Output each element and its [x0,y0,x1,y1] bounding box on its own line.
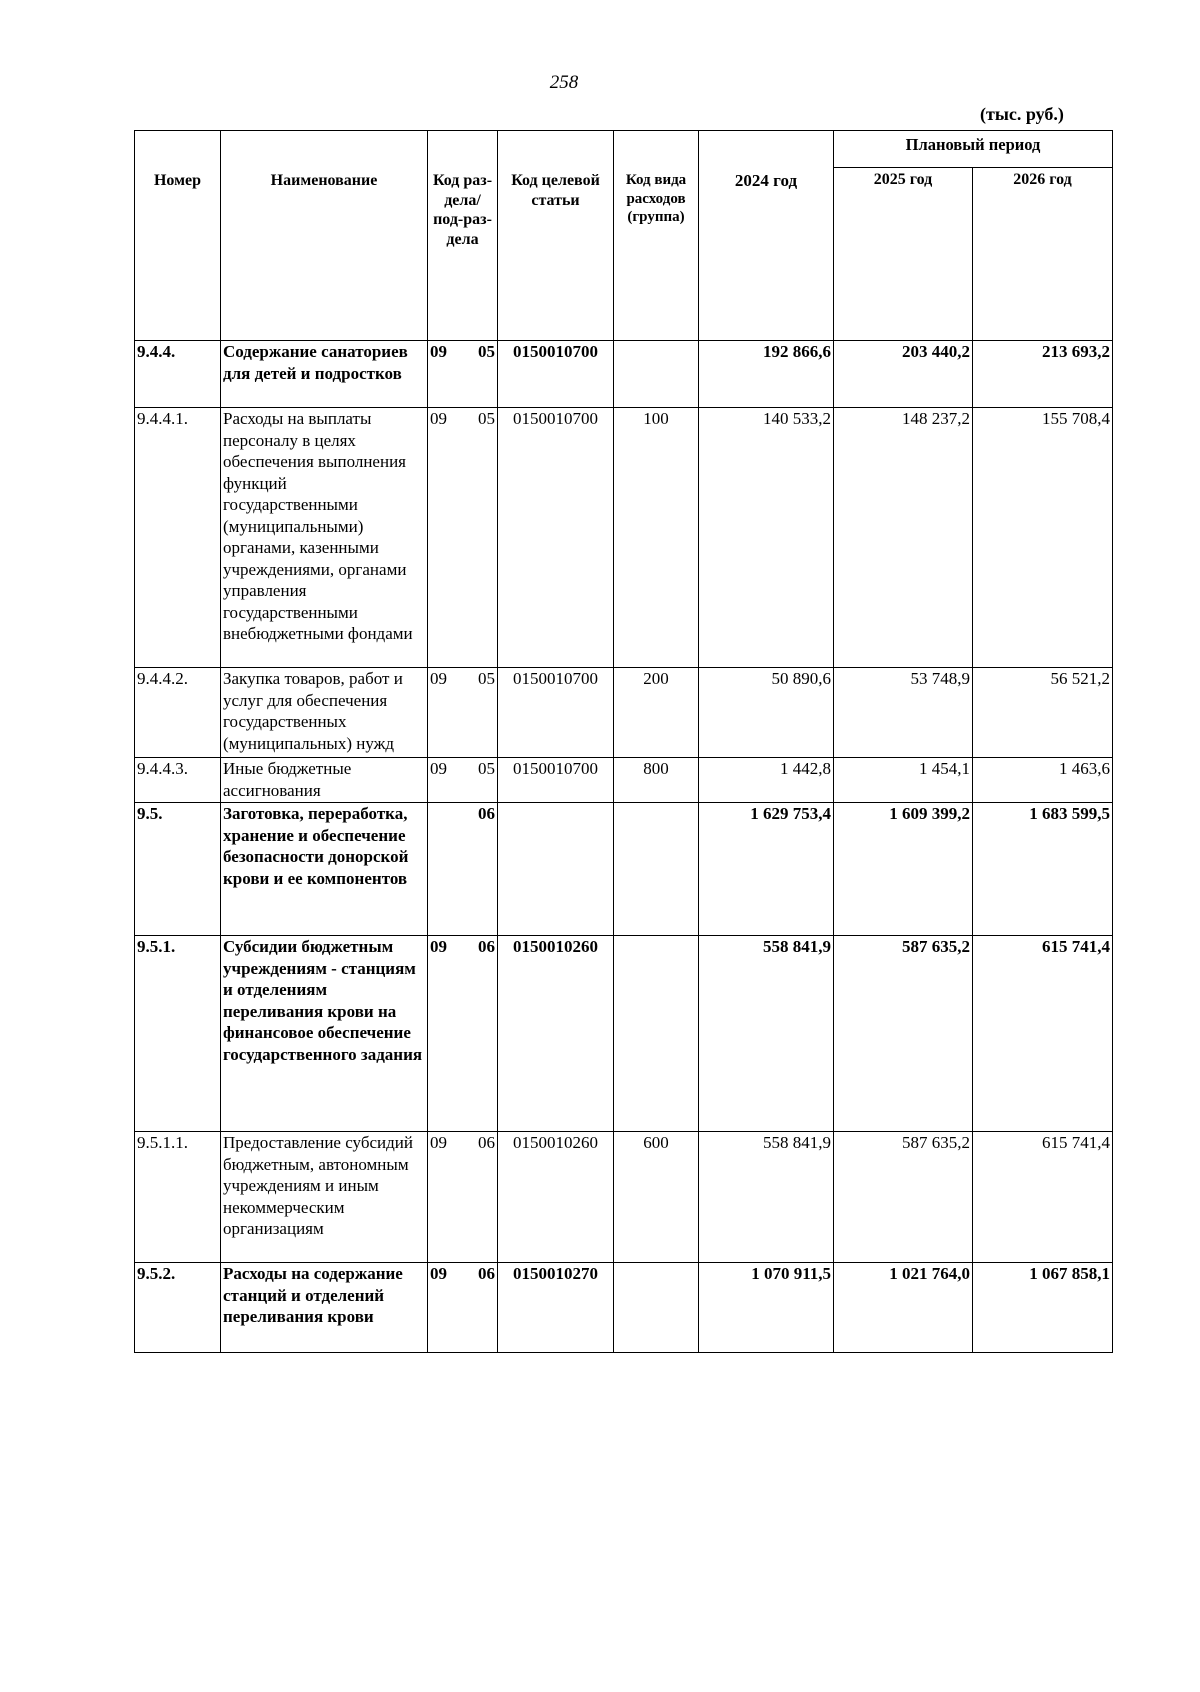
row-expense-type [614,803,699,936]
header-year-2024: 2024 год [699,131,834,341]
row-target-code: 0150010700 [498,408,614,668]
table-row [135,936,1113,1132]
row-target-code: 0150010270 [498,1263,614,1353]
row-number: 9.5.2. [135,1263,221,1353]
row-subsection: 06 [478,804,495,823]
row-amount-2024: 1 442,8 [699,758,834,803]
row-name: Расходы на содержание станций и отделений переливания крови [221,1263,428,1353]
header-name: Наименование [221,131,428,341]
row-amount-2024: 1 070 911,5 [699,1263,834,1353]
row-section: 09 [430,937,447,956]
row-expense-type: 800 [614,758,699,803]
row-number: 9.5.1. [135,936,221,1132]
row-target-code: 0150010260 [498,1132,614,1263]
table-row [135,668,1113,758]
row-amount-2026: 1 463,6 [973,758,1113,803]
row-amount-2024: 1 629 753,4 [699,803,834,936]
row-name: Заготовка, переработка, хранение и обеспечение безопасности донорской крови и ее компонентов [221,803,428,936]
header-target: Код целевой статьи [498,131,614,341]
table-body [135,341,1113,1353]
row-subsection: 06 [478,1264,495,1283]
row-amount-2026: 615 741,4 [973,936,1113,1132]
row-number: 9.4.4.2. [135,668,221,758]
row-subsection: 05 [478,409,495,428]
table-row [135,803,1113,936]
table-row [135,1132,1113,1263]
row-section: 09 [430,759,447,778]
row-amount-2024: 558 841,9 [699,1132,834,1263]
row-amount-2024: 50 890,6 [699,668,834,758]
header-year-2026: 2026 год [973,168,1113,341]
row-section-code [428,341,498,408]
table-header [135,131,1113,341]
table-row [135,758,1113,803]
header-section: Код раз-дела/ под-раз-дела [428,131,498,341]
row-section: 09 [430,1133,447,1152]
row-number: 9.4.4. [135,341,221,408]
row-target-code: 0150010260 [498,936,614,1132]
row-section-code [428,408,498,668]
row-target-code: 0150010700 [498,668,614,758]
header-year-2025: 2025 год [834,168,973,341]
row-amount-2026: 155 708,4 [973,408,1113,668]
row-amount-2026: 615 741,4 [973,1132,1113,1263]
row-amount-2025: 587 635,2 [834,936,973,1132]
row-expense-type [614,936,699,1132]
row-name: Иные бюджетные ассигнования [221,758,428,803]
row-target-code [498,803,614,936]
row-number: 9.4.4.3. [135,758,221,803]
row-section-code [428,1263,498,1353]
row-amount-2025: 587 635,2 [834,1132,973,1263]
table-row [135,408,1113,668]
row-expense-type [614,1263,699,1353]
row-section: 09 [430,342,447,361]
row-section-code [428,668,498,758]
page-number: 258 [549,72,579,93]
row-expense-type: 200 [614,668,699,758]
row-number: 9.5. [135,803,221,936]
row-name: Содержание санаториев для детей и подростков [221,341,428,408]
row-amount-2024: 558 841,9 [699,936,834,1132]
header-number: Номер [135,131,221,341]
budget-table [134,130,1113,1353]
row-name: Субсидии бюджетным учреждениям - станциям и отделениям переливания крови на финансовое обеспечение государственного задания [221,936,428,1132]
row-subsection: 06 [478,937,495,956]
row-amount-2025: 148 237,2 [834,408,973,668]
row-name: Закупка товаров, работ и услуг для обеспечения государственных (муниципальных) нужд [221,668,428,758]
row-section-code [428,758,498,803]
row-expense-type: 100 [614,408,699,668]
row-subsection: 06 [478,1133,495,1152]
row-section: 09 [430,409,447,428]
units-label: (тыс. руб.) [980,104,1064,124]
row-section: 09 [430,669,447,688]
row-amount-2026: 1 067 858,1 [973,1263,1113,1353]
row-name: Расходы на выплаты персоналу в целях обеспечения выполнения функций государственными (муниципальными) органами, казенными учреждениями, органами управления государственными внебюджетными фондами [221,408,428,668]
header-plan-period: Плановый период [834,131,1113,168]
row-subsection: 05 [478,669,495,688]
row-amount-2026: 213 693,2 [973,341,1113,408]
row-section-code [428,1132,498,1263]
row-section: 09 [430,1264,447,1283]
row-target-code: 0150010700 [498,758,614,803]
row-amount-2025: 1 454,1 [834,758,973,803]
table-row [135,341,1113,408]
row-amount-2026: 1 683 599,5 [973,803,1113,936]
row-number: 9.4.4.1. [135,408,221,668]
row-subsection: 05 [478,342,495,361]
row-expense-type: 600 [614,1132,699,1263]
row-name: Предоставление субсидий бюджетным, автономным учреждениям и иным некоммерческим организациям [221,1132,428,1263]
row-expense-type [614,341,699,408]
table-row [135,1263,1113,1353]
row-amount-2025: 1 021 764,0 [834,1263,973,1353]
row-subsection: 05 [478,759,495,778]
row-target-code: 0150010700 [498,341,614,408]
row-amount-2026: 56 521,2 [973,668,1113,758]
row-amount-2025: 203 440,2 [834,341,973,408]
row-number: 9.5.1.1. [135,1132,221,1263]
row-section-code [428,803,498,936]
row-amount-2024: 140 533,2 [699,408,834,668]
row-amount-2025: 53 748,9 [834,668,973,758]
header-expense-type: Код вида расходов (группа) [614,131,699,341]
row-amount-2025: 1 609 399,2 [834,803,973,936]
row-section-code [428,936,498,1132]
row-amount-2024: 192 866,6 [699,341,834,408]
